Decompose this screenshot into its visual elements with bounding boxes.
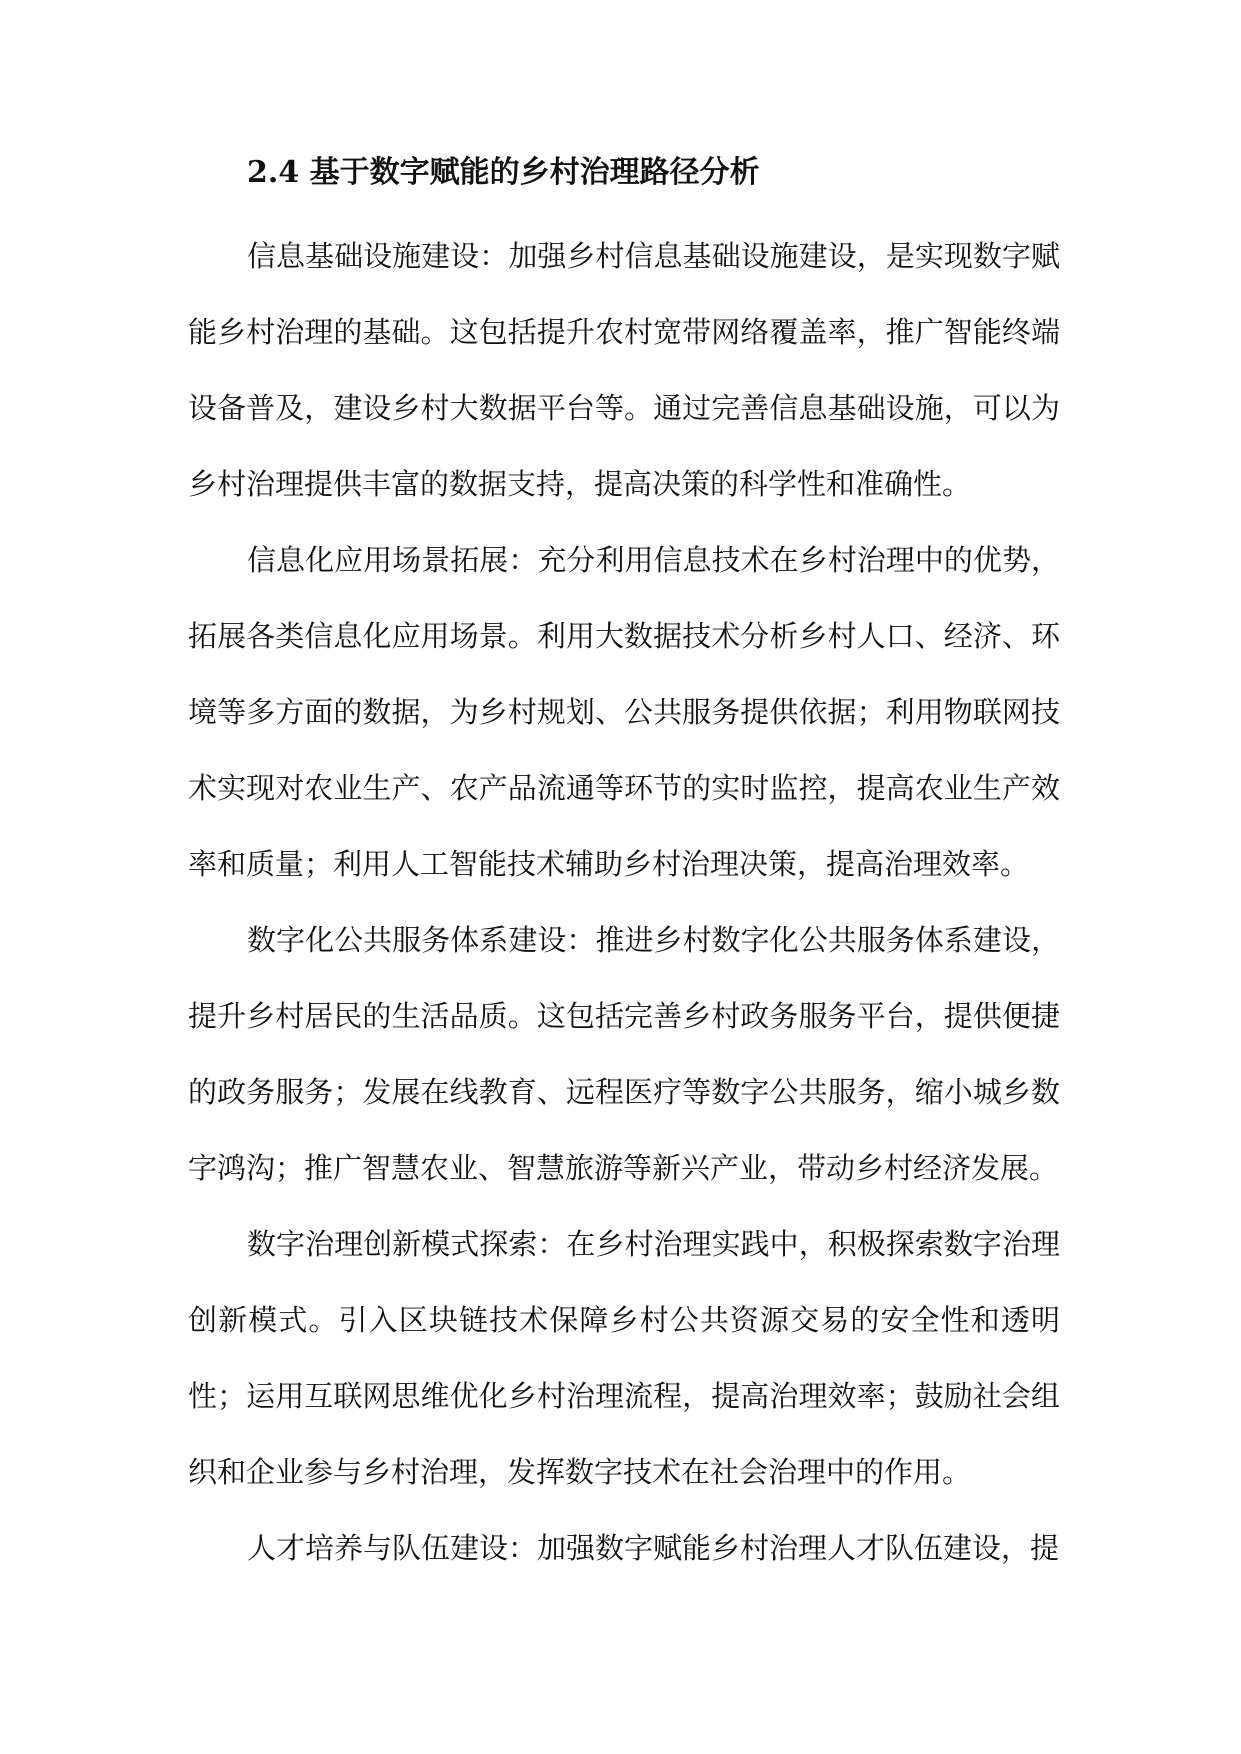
paragraph-public-services: 数字化公共服务体系建设：推进乡村数字化公共服务体系建设，提升乡村居民的生活品质。这包括完善乡村政务服务平台，提供便捷的政务服务；发展在线教育、远程医疗等数字公共服务，缩小城乡数字鸿沟；推广智慧农业、智慧旅游等新兴产业，带动乡村经济发展。 [188, 923, 1060, 1185]
document-body [188, 218, 1060, 1586]
paragraph-application-scenarios: 信息化应用场景拓展：充分利用信息技术在乡村治理中的优势，拓展各类信息化应用场景。利用大数据技术分析乡村人口、经济、环境等多方面的数据，为乡村规划、公共服务提供依据；利用物联网技术实现对农业生产、农产品流通等环节的实时监控，提高农业生产效率和质量；利用人工智能技术辅助乡村治理决策，提高治理效率。 [188, 543, 1060, 881]
paragraph-info-infrastructure: 信息基础设施建设：加强乡村信息基础设施建设，是实现数字赋能乡村治理的基础。这包括提升农村宽带网络覆盖率，推广智能终端设备普及，建设乡村大数据平台等。通过完善信息基础设施，可以为乡村治理提供丰富的数据支持，提高决策的科学性和准确性。 [188, 239, 1060, 501]
paragraph-governance-innovation: 数字治理创新模式探索：在乡村治理实践中，积极探索数字治理创新模式。引入区块链技术保障乡村公共资源交易的安全性和透明性；运用互联网思维优化乡村治理流程，提高治理效率；鼓励社会组织和企业参与乡村治理，发挥数字技术在社会治理中的作用。 [188, 1227, 1060, 1489]
paragraph-talent-training: 人才培养与队伍建设：加强数字赋能乡村治理人才队伍建设，提 [247, 1531, 1060, 1565]
section-heading: 2.4 基于数字赋能的乡村治理路径分析 [247, 155, 760, 190]
